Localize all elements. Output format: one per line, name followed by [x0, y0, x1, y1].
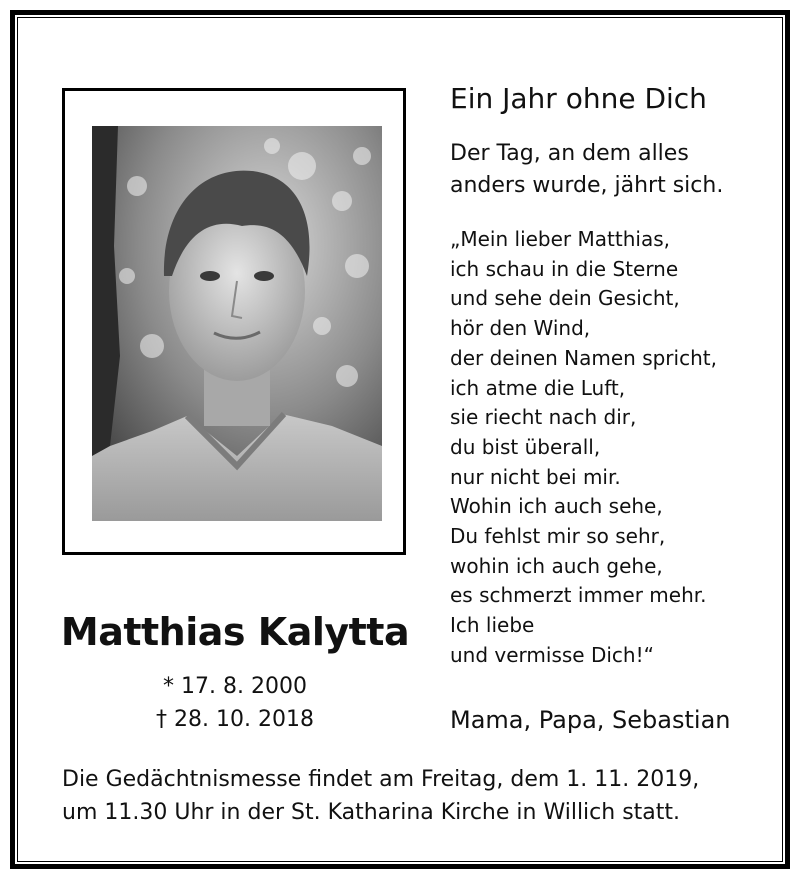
memorial-mass-notice: [62, 763, 699, 829]
intro-line: anders wurde, jährt sich.: [450, 173, 724, 198]
poem-line: wohin ich auch gehe,: [450, 553, 663, 578]
poem-line: sie riecht nach dir,: [450, 405, 637, 430]
poem-line: es schmerzt immer mehr.: [450, 583, 707, 608]
intro-text: [450, 138, 723, 202]
death-date: † 28. 10. 2018: [156, 707, 314, 732]
deceased-name: Matthias Kalytta: [60, 610, 410, 654]
poem-line: „Mein lieber Matthias,: [450, 227, 670, 251]
poem-line: Du fehlst mir so sehr,: [450, 524, 666, 549]
poem-line: ich atme die Luft,: [450, 375, 626, 400]
poem-line: der deinen Namen spricht,: [450, 345, 717, 370]
portrait-frame: [62, 88, 406, 555]
poem-line: du bist überall,: [450, 434, 601, 459]
poem-line: hör den Wind,: [450, 316, 591, 341]
poem-line: nur nicht bei mir.: [450, 464, 621, 489]
poem-line: und sehe dein Gesicht,: [450, 286, 680, 311]
poem: [450, 225, 717, 671]
poem-line: und vermisse Dich!“: [450, 642, 654, 667]
portrait-photo: [92, 126, 382, 521]
notice-line: Die Gedächtnismesse findet am Freitag, dem 1. 11. 2019,: [62, 767, 700, 792]
birth-date: * 17. 8. 2000: [163, 674, 307, 699]
poem-line: Wohin ich auch sehe,: [450, 494, 663, 519]
poem-line: Ich liebe: [450, 613, 535, 638]
family-signature: Mama, Papa, Sebastian: [450, 706, 731, 734]
memorial-heading: Ein Jahr ohne Dich: [450, 82, 707, 115]
poem-line: ich schau in die Sterne: [450, 256, 679, 281]
notice-line: um 11.30 Uhr in der St. Katharina Kirche in Willich statt.: [62, 800, 681, 825]
intro-line: Der Tag, an dem alles: [450, 141, 689, 166]
